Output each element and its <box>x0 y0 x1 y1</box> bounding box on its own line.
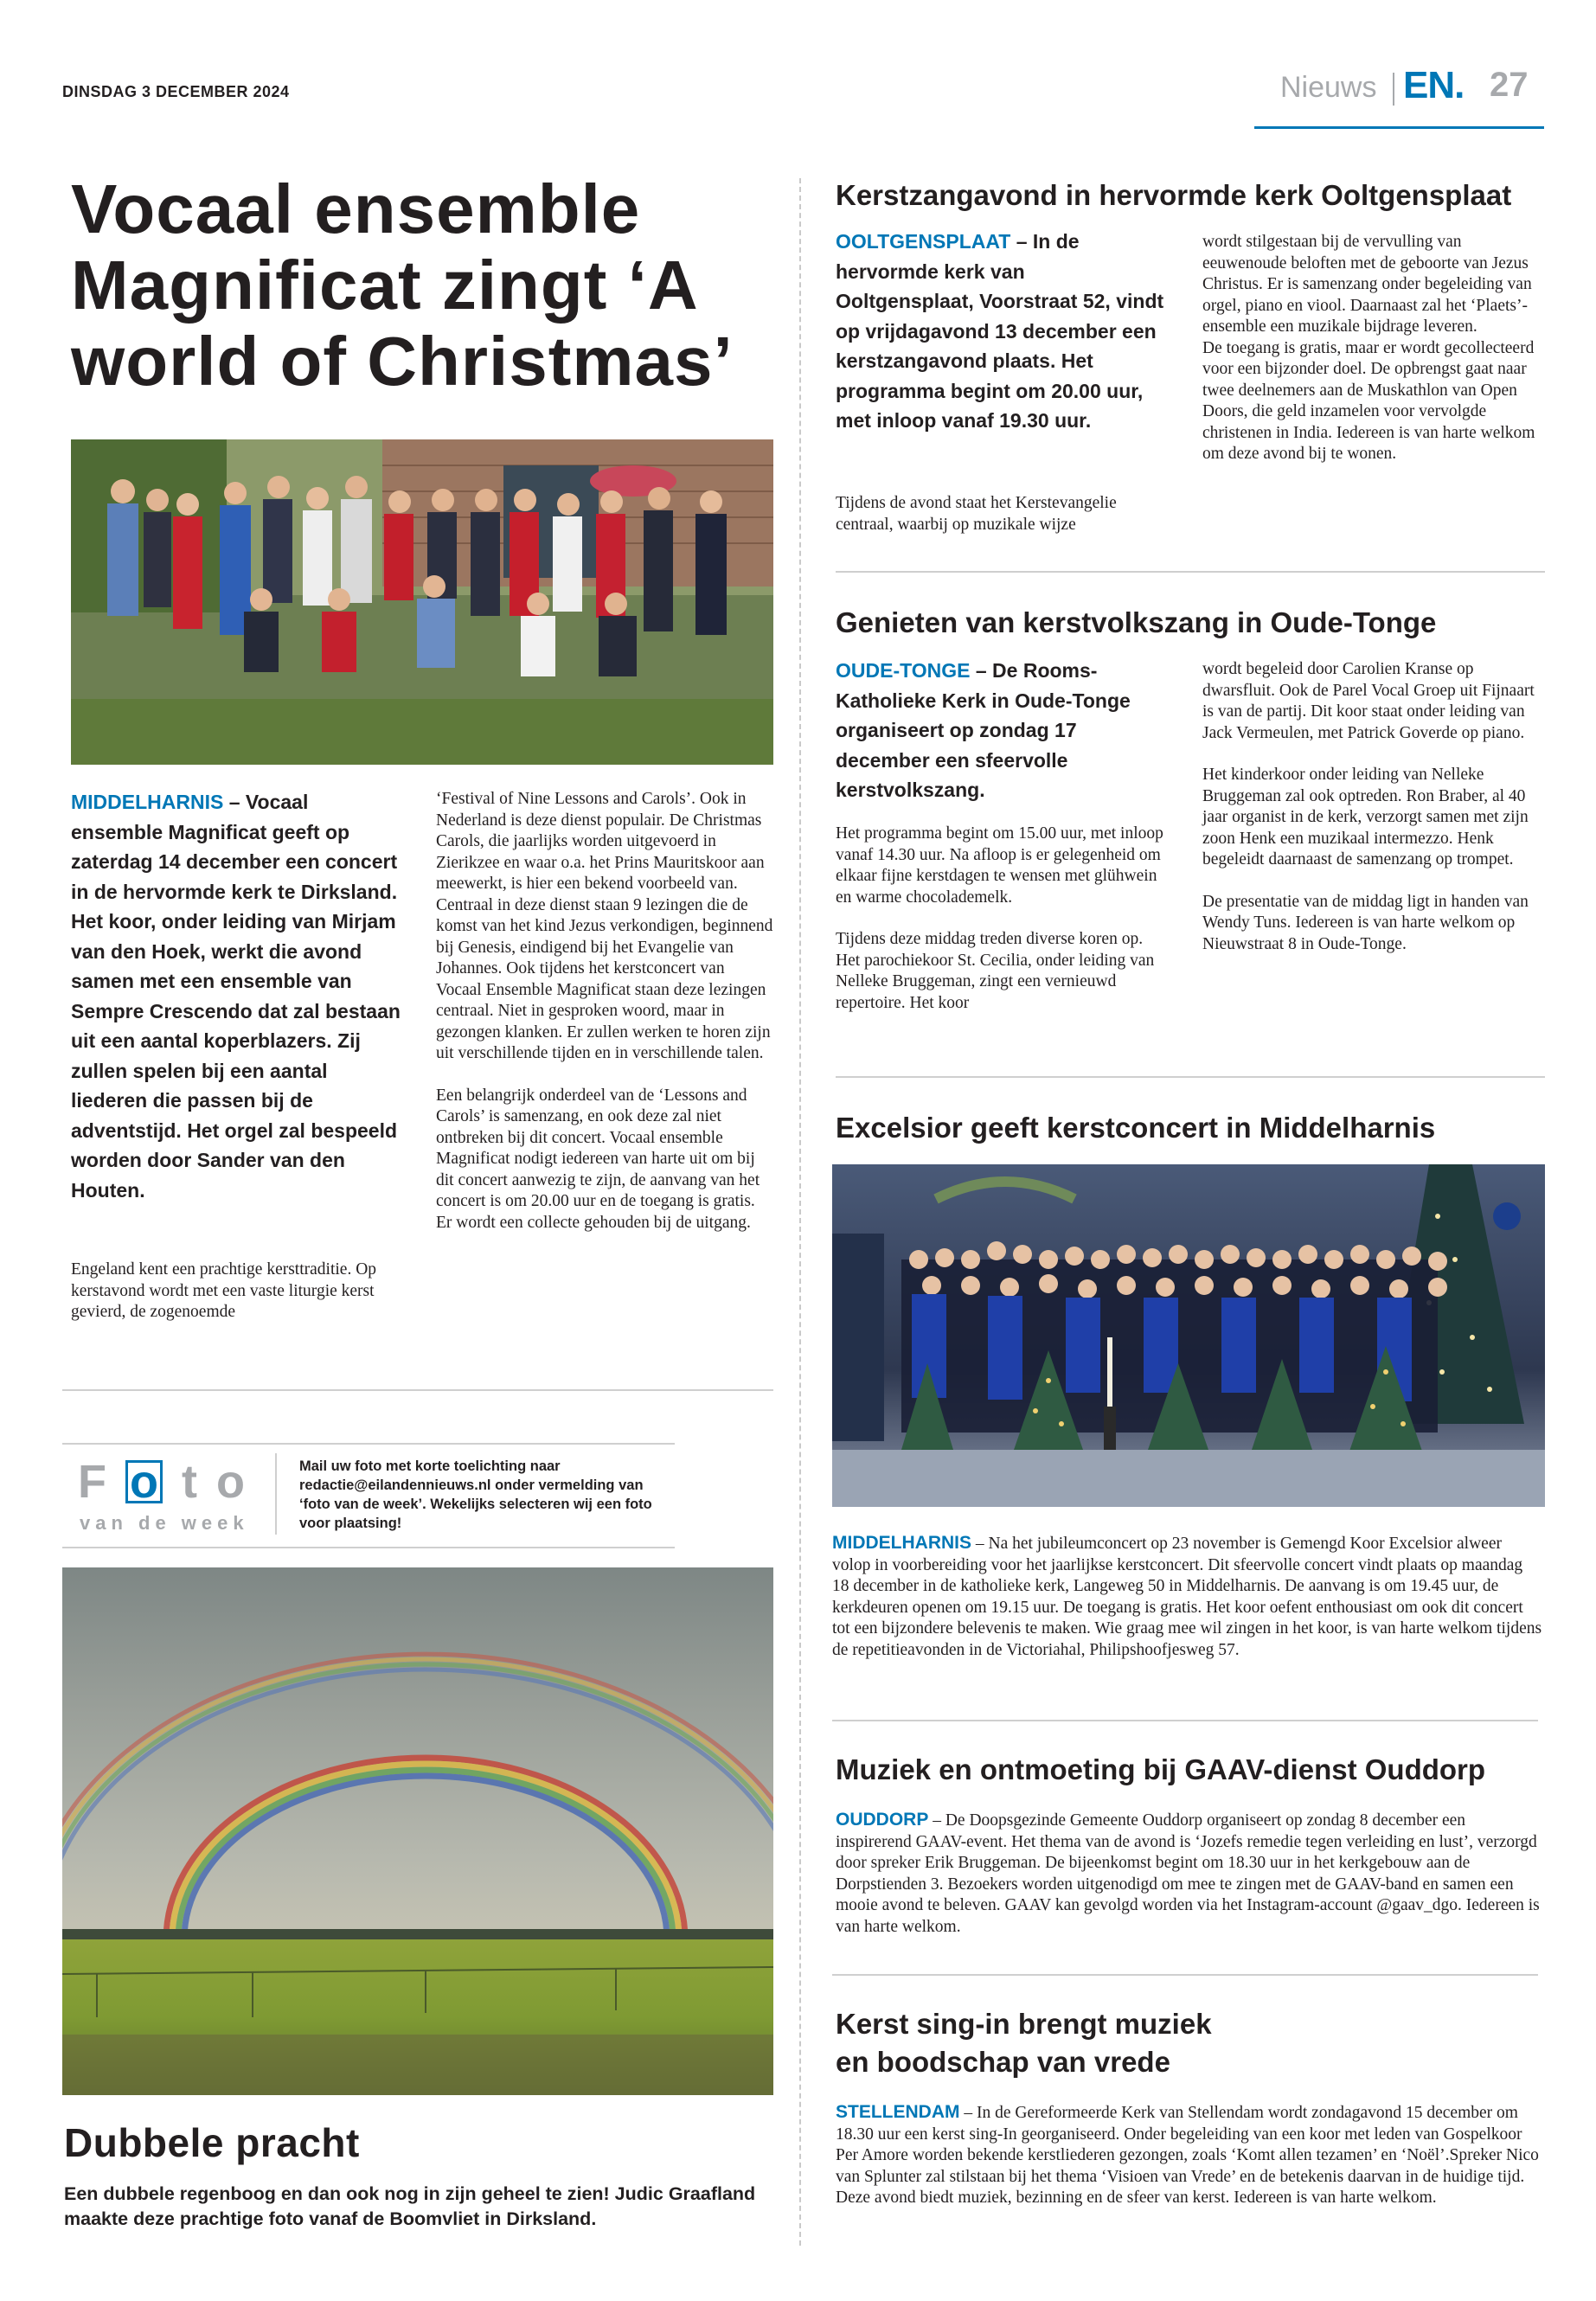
issue-date: DINSDAG 3 DECEMBER 2024 <box>62 83 290 100</box>
gaav-body <box>836 1810 1540 1938</box>
choir-concert-photo <box>832 1164 1545 1507</box>
paragraph: Een belangrijk onderdeel van de ‘Lessons and Carols’ is samenzang, en ook deze zal niet ontbreken bij dit concert. Vocaal ensemble Magnificat nodigt iedereen van harte uit om bij dit concert aanwezig te zijn, de aanvang van het concert is om 20.00 uur en de toegang is gratis. Er wordt een collecte gehouden bij de uitgang. <box>436 1086 760 1232</box>
location-kicker: OUDE-TONGE <box>836 659 971 682</box>
magnificat-body-col1 <box>71 1259 403 1344</box>
ooltgensplaat-lead <box>836 227 1168 436</box>
oudetonge-body-col2 <box>1202 659 1540 976</box>
excelsior-headline: Excelsior geeft kerstconcert in Middelharnis <box>836 1112 1436 1144</box>
location-kicker: OOLTGENSPLAAT <box>836 230 1011 253</box>
oudetonge-headline: Genieten van kerstvolkszang in Oude-Tonge <box>836 606 1437 638</box>
header-separator <box>1393 73 1394 106</box>
logo-letter: F <box>78 1456 125 1508</box>
foto-van-de-week-subtitle: van de week <box>80 1512 249 1534</box>
ooltgensplaat-body-col2 <box>1202 232 1540 486</box>
headline-line: Magnificat zingt ‘A <box>71 247 699 324</box>
location-kicker: STELLENDAM <box>836 2102 960 2122</box>
header-rule <box>1254 126 1544 129</box>
lead-text: – Vocaal ensemble Magnificat geeft op zaterdag 14 december een concert in de hervormde kerk te Dirksland. Het koor, onder leiding van Mirjam van den Hoek, werkt die avond samen met een ensemble van Sempre Crescendo dat zal bestaan uit een aantal koperblazers. Zij zullen spelen bij een aantal liederen die passen bij de adventstijd. Het orgel zal bespeeld worden door Sander van den Houten. <box>71 791 401 1202</box>
magnificat-body-col2 <box>436 789 773 1254</box>
lead-text: – In de hervormde kerk van Ooltgensplaat, Voorstraat 52, vindt op vrijdagavond 13 december een kerstzangavond plaats. Het programma begint om 20.00 uur, met inloop vanaf 19.30 uur. <box>836 230 1164 432</box>
foto-headline: Dubbele pracht <box>64 2120 360 2165</box>
section-rule <box>836 571 1545 573</box>
location-kicker: MIDDELHARNIS <box>832 1533 971 1553</box>
column-divider <box>799 178 801 2246</box>
paragraph: Tijdens deze middag treden diverse koren op. Het parochiekoor St. Cecilia, onder leiding van Nelleke Bruggeman, zingt een vernieuwd repertoire. Het koor <box>836 930 1155 1012</box>
logo-letter: o <box>125 1460 163 1503</box>
gaav-headline: Muziek en ontmoeting bij GAAV-dienst Ouddorp <box>836 1753 1486 1785</box>
paragraph: wordt stilgestaan bij de vervulling van eeuwenoude beloften met de geboorte van Jezus Christus. Er is samenzang onder begeleiding van orgel, piano en viool. Daarnaast zal het ‘Plaets’-ensemble een muzikale bijdrage leveren. <box>1202 233 1532 336</box>
foto-caption: Een dubbele regenboog en dan ook nog in zijn geheel te zien! Judic Graafland maakte deze prachtige foto vanaf de Boomvliet in Dirksland. <box>64 2183 756 2229</box>
paragraph: ‘Festival of Nine Lessons and Carols’. Ook in Nederland is deze dienst populair. De Christmas Carols, die jaarlijks worden uitgevoerd in Zierikzee en waar o.a. het Prins Mauritskoor aan meewerkt, is hier een bekend voorbeeld van. Centraal in deze dienst staan 9 lezingen die de komst van het kind Jezus verkondigen, beginnend bij Genesis, eindigend bij het Evangelie van Johannes. Ook tijdens het kerstconcert van Vocaal Ensemble Magnificat staan deze lezingen centraal. Niet in gesproken woord, maar in gezongen klanken. Er zullen werken te horen zijn uit verschillende tijden en in verschillende talen. <box>436 790 773 1062</box>
location-kicker: MIDDELHARNIS <box>71 791 224 813</box>
headline-line: world of Christmas’ <box>71 323 734 400</box>
double-rainbow-photo <box>62 1567 773 2095</box>
paragraph: De presentatie van de middag ligt in handen van Wendy Tuns. Iedereen is van harte welkom op Nieuwstraat 8 in Oude-Tonge. <box>1202 892 1529 953</box>
paragraph: Engeland kent een prachtige kersttraditie. Op kerstavond wordt met een vaste liturgie kerst gevierd, de zogenoemde <box>71 1260 377 1321</box>
location-kicker: OUDDORP <box>836 1810 929 1830</box>
section-rule <box>836 1076 1545 1078</box>
body-text: – In de Gereformeerde Kerk van Stellendam wordt zondagavond 15 december om 18.30 uur een kerst sing-In georganiseerd. Onder begeleiding van een koor met leden van Gospelkoor Per Amore worden bekende kerstliederen gezongen, zoals ‘Komt allen tezamen’ en ‘Noël’.Spreker Nico van Splunter zal stilstaan bij het thema ‘Visioen van Vrede’ en de betekenis daarvan in de huidige tijd. Deze avond biedt muziek, bezinning en de sfeer van kerst. Iedereen is van harte welkom. <box>836 2104 1539 2207</box>
section-rule <box>62 1389 773 1391</box>
logo-letter: o <box>215 1456 264 1508</box>
choir-group-photo <box>71 439 773 765</box>
section-name: Nieuws <box>1280 71 1377 104</box>
headline-line: Kerst sing-in brengt muziek <box>836 2008 1212 2040</box>
page-number: 27 <box>1490 66 1529 104</box>
paragraph: Tijdens de avond staat het Kerstevangelie centraal, waarbij op muzikale wijze <box>836 494 1117 534</box>
headline-line: en boodschap van vrede <box>836 2046 1170 2078</box>
paragraph: De toegang is gratis, maar er wordt gecollecteerd voor een bijzonder doel. De opbrengst gaat naar twee deelnemers aan de Muskathlon van Open Doors, die geld inzamelen voor vervolgde christenen in India. Iedereen is van harte welkom om deze avond bij te wonen. <box>1202 338 1535 463</box>
stellendam-body <box>836 2102 1540 2209</box>
excelsior-body <box>832 1533 1543 1661</box>
foto-van-de-week-logo <box>78 1455 264 1509</box>
stellendam-headline <box>836 2005 1545 2081</box>
ooltgensplaat-body-col1 <box>836 493 1168 556</box>
headline-line: Vocaal ensemble <box>71 170 641 247</box>
foto-van-de-week-instructions: Mail uw foto met korte toelichting naar redactie@eilandennieuws.nl onder vermelding van ‘foto van de week’. Wekelijks selecteren wij een foto voor plaatsing! <box>299 1458 652 1531</box>
section-rule <box>832 1974 1538 1976</box>
paragraph: Het programma begint om 15.00 uur, met inloop vanaf 14.30 uur. Na afloop is er gelegenheid om elkaar fijne kerstdagen te wensen met glühwein en warme chocolademelk. <box>836 824 1163 907</box>
body-text: – Na het jubileumconcert op 23 november is Gemengd Koor Excelsior alweer volop in voorbereiding voor het jaarlijkse kerstconcert. Dit sfeervolle concert vindt plaats op maandag 18 december in de katholieke kerk, Langeweg 50 in Middelharnis. De aanvang is om 19.45 uur, de kerkdeuren openen om 19.15 uur. De toegang is gratis. Het koor oefent enthousiast om ook dit concert tot een bijzondere belevenis te maken. Wie graag mee wil zingen in het koor, is van harte welkom tijdens de repetitieavonden in de Victoriahal, Philipshoofjesweg 57. <box>832 1535 1542 1659</box>
oudetonge-lead <box>836 656 1168 805</box>
magnificat-headline <box>71 171 780 400</box>
oudetonge-body-col1 <box>836 824 1168 1035</box>
section-rule <box>832 1720 1538 1721</box>
paragraph: wordt begeleid door Carolien Kranse op dwarsfluit. Ook de Parel Vocal Groep uit Fijnaart is van de partij. Dit koor staat onder leiding van Jack Vermeulen, met Patrick Goverde op piano. <box>1202 660 1535 742</box>
newspaper-logo: EN. <box>1403 64 1465 106</box>
paragraph: Het kinderkoor onder leiding van Nelleke Bruggeman zal ook optreden. Ron Braber, al 40 jaar organist in de kerk, verzorgt samen met zijn zoon Henk een muzikaal intermezzo. Henk begeleidt daarnaast de samenzang op trompet. <box>1202 766 1529 868</box>
lead-text: – De Rooms-Katholieke Kerk in Oude-Tonge organiseert op zondag 17 december een sfeervolle kerstvolkszang. <box>836 659 1131 801</box>
magnificat-lead <box>71 787 403 1205</box>
ooltgensplaat-headline: Kerstzangavond in hervormde kerk Ooltgensplaat <box>836 179 1512 211</box>
logo-letter: t <box>182 1456 216 1508</box>
foto-van-de-week-separator <box>275 1453 277 1535</box>
body-text: – De Doopsgezinde Gemeente Ouddorp organiseert op zondag 8 december een inspirerend GAAV-event. Het thema van de avond is ‘Jozefs remedie tegen verleiding en lust’, verzorgd door spreker Erik Bruggeman. De bijeenkomst begint om 18.30 uur in het kerkgebouw aan de Dorpstienden 3. Bezoekers worden uitgenodigd om mee te zingen met de GAAV-band en samen een mooie avond te beleven. GAAV kan gevolgd worden via het Instagram-account @gaav_dgo. Iedereen is van harte welkom. <box>836 1811 1540 1936</box>
